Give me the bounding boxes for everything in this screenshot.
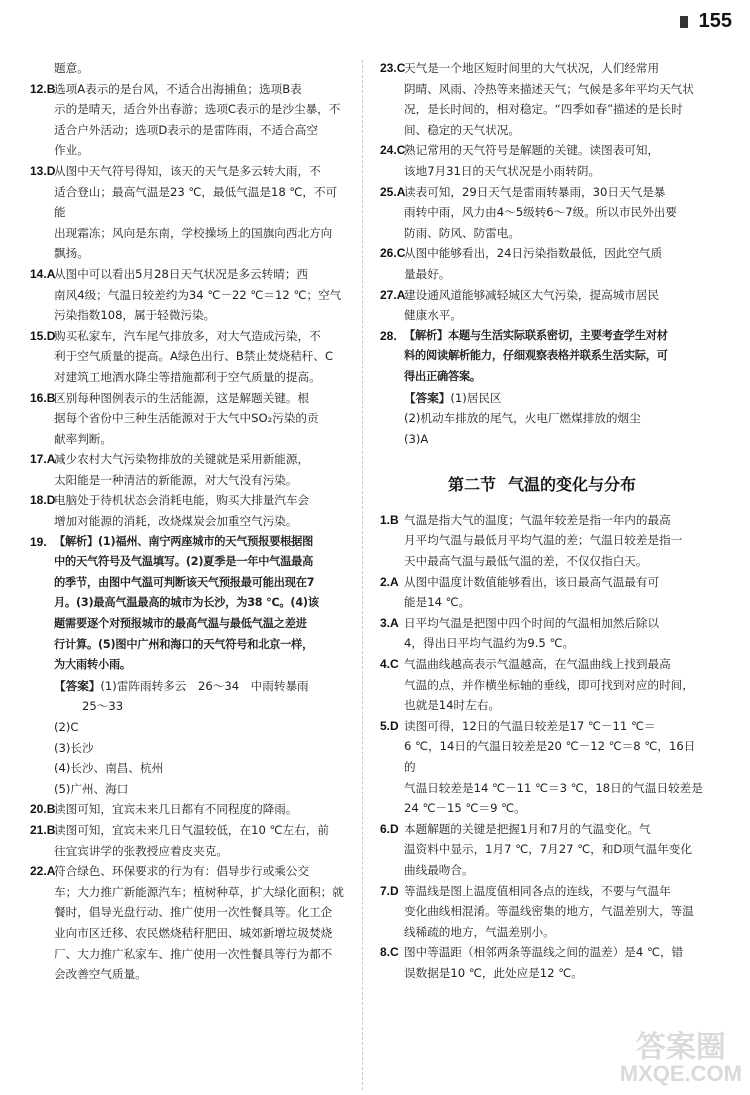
answer-text-line: 购买私家车，汽车尾气排放多，对大气造成污染，不 bbox=[54, 328, 321, 343]
answer-text-line: 厂、大力推广私家车、推广使用一次性餐具等行为都不 bbox=[54, 946, 333, 961]
answer-line: (3)A bbox=[404, 431, 429, 446]
answer-text-line: 从图中温度计数值能够看出，该日最高气温最有可 bbox=[404, 574, 660, 589]
answer-letter: D bbox=[390, 883, 399, 898]
answer-item bbox=[380, 243, 704, 284]
question-number: 21.B bbox=[30, 822, 56, 837]
answer-letter: D bbox=[46, 328, 56, 343]
answer-letter: A bbox=[46, 452, 56, 467]
question-number: 8.C bbox=[380, 945, 399, 960]
question-number: 18.D bbox=[30, 493, 56, 508]
answer-text-line: 月平均气温与最低月平均气温的差；气温日较差是指一 bbox=[404, 533, 683, 548]
answer-text-line: 南风4级；气温日较差约为34 ℃－22 ℃＝12 ℃；空气 bbox=[54, 287, 342, 302]
answer-letter: A bbox=[396, 287, 406, 302]
analysis-line: 中的天气符号及气温填写。(2)夏季是一年中气温最高 bbox=[54, 555, 314, 569]
analysis-line: 为大雨转小雨。 bbox=[54, 658, 131, 672]
answer-text-line: 从图中能够看出，24日污染指数最低，因此空气质 bbox=[404, 246, 663, 261]
answer-text-line: 气温日较差是14 ℃－11 ℃＝3 ℃，18日的气温日较差是 bbox=[404, 780, 703, 795]
answer-item bbox=[380, 654, 704, 716]
question-number: 2.A bbox=[380, 574, 399, 589]
answer-item bbox=[30, 490, 348, 531]
answer-text-line: 况，是长时间的，相对稳定。“四季如春”描述的是长时 bbox=[404, 102, 683, 117]
answer-text-line: 利于空气质量的提高。A绿色出行、B禁止焚烧秸秆、C bbox=[54, 349, 334, 364]
answer-text-line: 能是14 ℃。 bbox=[404, 595, 471, 610]
answer-text-line: 曲线最吻合。 bbox=[404, 862, 474, 877]
answer-item bbox=[380, 881, 704, 943]
answer-item bbox=[380, 58, 704, 140]
answer-line: (2)C bbox=[54, 720, 79, 734]
answer-letter: B bbox=[46, 822, 56, 837]
answer-text-line: 气温曲线越高表示气温越高，在气温曲线上找到最高 bbox=[404, 657, 671, 672]
answer-item bbox=[380, 285, 704, 326]
answer-text-line: 等温线是图上温度值相同各点的连线，不要与气温年 bbox=[404, 883, 671, 898]
question-number: 16.B bbox=[30, 390, 56, 405]
answer-text-line: 变化曲线相混淆。等温线密集的地方，气温差别大，等温 bbox=[404, 904, 694, 919]
answer-letter: C bbox=[396, 143, 406, 158]
question-number: 25.A bbox=[380, 184, 406, 199]
answer-text-line: 适合户外活动；选项D表示的是雷阵雨，不适合高空 bbox=[54, 122, 318, 137]
answer-letter: C bbox=[396, 61, 406, 75]
answer-item bbox=[30, 820, 348, 861]
answer-text-line: 雨转中雨，风力由4～5级转6～7级。所以市民外出要 bbox=[404, 205, 677, 220]
answer-text-line: 读表可知，29日天气是雷雨转暴雨，30日天气是暴 bbox=[404, 184, 666, 199]
answer-letter: B bbox=[390, 512, 399, 527]
question-number: 27.A bbox=[380, 287, 406, 302]
answer-text-line: 污染指数108，属于轻微污染。 bbox=[54, 308, 216, 323]
answer-letter: D bbox=[390, 718, 399, 733]
answer-text-line: 日平均气温是把图中四个时间的气温相加然后除以 bbox=[404, 615, 660, 630]
question-number: 28. bbox=[380, 328, 397, 343]
question-number: 19. bbox=[30, 534, 47, 549]
column-divider bbox=[362, 60, 363, 1090]
analysis-line: 的季节，由图中气温可判断该天气预报最可能出现在7 bbox=[54, 575, 315, 589]
answer-letter: B bbox=[46, 802, 56, 817]
left-column bbox=[30, 58, 348, 985]
answer-text-line: 误数据是10 ℃，此处应是12 ℃。 bbox=[404, 965, 583, 980]
answer-letter: B bbox=[46, 81, 56, 96]
question-number: 15.D bbox=[30, 328, 56, 343]
section-number: 第二节 bbox=[447, 475, 496, 495]
answer-text-line: 读图可得，12日的气温日较差是17 ℃－11 ℃＝ bbox=[404, 718, 656, 733]
answer-item bbox=[380, 613, 704, 654]
answer-text-line: 也就是14时左右。 bbox=[404, 698, 500, 713]
watermark-url: MXQE.COM bbox=[619, 1061, 742, 1086]
answer-text-line: 线稀疏的地方，气温差别小。 bbox=[404, 924, 555, 939]
answer-text-line: 天中最高气温与最低气温的差，不仅仅指白天。 bbox=[404, 554, 648, 569]
answer-text-line: 本题解题的关键是把握1月和7月的气温变化。气 bbox=[404, 821, 651, 836]
answer-text-line: 符合绿色、环保要求的行为有：倡导步行或乘公交 bbox=[54, 864, 310, 879]
answer-text-line: 示的是晴天，适合外出春游；选项C表示的是沙尘暴，不 bbox=[54, 102, 341, 117]
watermark-logo bbox=[619, 1031, 742, 1087]
answer-line: (2)机动车排放的尾气，火电厂燃煤排放的烟尘 bbox=[404, 411, 641, 426]
page-number: 155 bbox=[698, 10, 732, 32]
answer-text-line: 往宜宾讲学的张教授应着皮夹克。 bbox=[54, 843, 228, 858]
answer-letter: A bbox=[46, 266, 56, 281]
answer-item bbox=[30, 264, 348, 326]
answer-item bbox=[30, 326, 348, 388]
answer-tag: 【答案】 bbox=[404, 390, 451, 405]
answer-letter: B bbox=[46, 390, 56, 405]
question-19 bbox=[30, 532, 348, 800]
question-number: 20.B bbox=[30, 802, 56, 817]
answer-text-line: 餐时，倡导光盘行动、推广使用一次性餐具等。化工企 bbox=[54, 905, 333, 920]
answer-text-line: 据每个省份中三种生活能源对于大气中SO₂污染的贡 bbox=[54, 411, 319, 426]
question-number: 14.A bbox=[30, 266, 56, 281]
question-28 bbox=[380, 326, 704, 450]
answer-letter: D bbox=[46, 493, 56, 508]
answer-letter: A bbox=[396, 184, 406, 199]
answer-item bbox=[380, 942, 704, 983]
answer-letter: A bbox=[390, 574, 399, 589]
answer-text-line: 气温是指大气的温度；气温年较差是指一年内的最高 bbox=[404, 512, 671, 527]
answer-item bbox=[30, 79, 348, 161]
analysis-tag: 【解析】 bbox=[404, 328, 448, 342]
answer-letter: D bbox=[390, 821, 399, 836]
answer-line: 25～33 bbox=[82, 699, 124, 714]
answer-text-line: 间、稳定的天气状况。 bbox=[404, 122, 520, 137]
answer-item bbox=[380, 140, 704, 181]
answer-letter: A bbox=[390, 615, 399, 630]
analysis-line: (1)福州、南宁两座城市的天气预报要根据图 bbox=[97, 534, 314, 548]
answer-text-line: 阴晴、风雨、冷热等来描述天气；气候是多年平均天气状 bbox=[404, 81, 694, 96]
answer-text-line: 从图中可以看出5月28日天气状况是多云转晴；西 bbox=[54, 266, 309, 281]
answer-text-line: 6 ℃，14日的气温日较差是20 ℃－12 ℃＝8 ℃，16日的 bbox=[404, 739, 696, 774]
section-name: 气温的变化与分布 bbox=[508, 475, 637, 495]
answer-text-line: 作业。 bbox=[54, 143, 89, 158]
answer-text-line: 出现霜冻；风向是东南，学校操场上的国旗向西北方向 bbox=[54, 225, 333, 240]
answer-line: (1)雷阵雨转多云 26～34 中雨转暴雨 bbox=[100, 678, 309, 693]
answer-text-line: 熟记常用的天气符号是解题的关键。读图表可知， bbox=[404, 143, 660, 158]
answer-text-line: 量最好。 bbox=[404, 266, 451, 281]
analysis-line: 料的阅读解析能力，仔细观察表格并联系生活实际，可 bbox=[404, 349, 668, 363]
answer-text-line: 车；大力推广新能源汽车；植树种草，扩大绿化面积；就 bbox=[54, 884, 344, 899]
analysis-line: 本题与生活实际联系密切，主要考查学生对材 bbox=[447, 328, 668, 342]
answer-item bbox=[30, 449, 348, 490]
answer-text-line: 图中等温距（相邻两条等温线之间的温差）是4 ℃，错 bbox=[404, 945, 684, 960]
answer-letter: D bbox=[46, 163, 56, 178]
answer-text-line: 选项A表示的是台风，不适合出海捕鱼；选项B表 bbox=[54, 81, 302, 96]
answer-item bbox=[380, 510, 704, 572]
answer-text-line: 天气是一个地区短时间里的大气状况，人们经常用 bbox=[404, 61, 660, 75]
answer-item bbox=[380, 182, 704, 244]
question-number: 17.A bbox=[30, 452, 56, 467]
answer-text-line: 献率判断。 bbox=[54, 431, 112, 446]
answer-text-line: 4，得出日平均气温约为9.5 ℃。 bbox=[404, 636, 575, 651]
answer-text-line: 区别每种图例表示的生活能源，这是解题关键。根 bbox=[54, 390, 310, 405]
answer-text-line: 适合登山；最高气温是23 ℃，最低气温是18 ℃，不可能 bbox=[54, 184, 338, 220]
answer-line: (5)广州、海口 bbox=[54, 781, 129, 796]
page-marker bbox=[680, 16, 688, 28]
question-number: 13.D bbox=[30, 163, 56, 178]
question-number: 3.A bbox=[380, 615, 399, 630]
answer-item bbox=[380, 819, 704, 881]
answer-line: (3)长沙 bbox=[54, 740, 94, 755]
watermark-text: 答案圈 bbox=[635, 1031, 726, 1064]
answer-letter: C bbox=[390, 945, 399, 960]
answer-text-line: 建设通风道能够减轻城区大气污染，提高城市居民 bbox=[404, 287, 660, 302]
answer-text-line: 太阳能是一种清洁的新能源，对大气没有污染。 bbox=[54, 472, 298, 487]
answer-text-line: 电脑处于待机状态会消耗电能，购买大排量汽车会 bbox=[54, 493, 310, 508]
question-number: 26.C bbox=[380, 246, 406, 261]
answer-text-line: 读图可知，宜宾未来几日都有不同程度的降雨。 bbox=[54, 802, 298, 817]
answer-text-line: 增加对能源的消耗，改烧煤炭会加重空气污染。 bbox=[54, 514, 298, 529]
question-number: 7.D bbox=[380, 883, 399, 898]
answer-line: (4)长沙、南昌、杭州 bbox=[54, 761, 164, 776]
answer-letter: C bbox=[396, 246, 406, 261]
answer-item bbox=[380, 716, 704, 819]
answer-text-line: 防雨、防风、防雷电。 bbox=[404, 225, 520, 240]
section-title bbox=[380, 475, 704, 496]
analysis-tag: 【解析】 bbox=[54, 534, 98, 548]
answer-text-line: 温资料中显示，1月7 ℃，7月27 ℃，和D项气温年变化 bbox=[404, 842, 692, 857]
question-number: 23.C bbox=[380, 61, 406, 75]
answer-item bbox=[30, 799, 348, 820]
question-number: 4.C bbox=[380, 657, 399, 672]
question-number: 24.C bbox=[380, 143, 406, 158]
question-number: 12.B bbox=[30, 81, 56, 96]
right-column bbox=[380, 58, 704, 984]
answer-text-line: 气温的点，并作横坐标轴的垂线，即可找到对应的时间， bbox=[404, 677, 694, 692]
answer-item bbox=[30, 388, 348, 450]
answer-tag: 【答案】 bbox=[54, 678, 101, 693]
analysis-line: 得出正确答案。 bbox=[404, 369, 481, 383]
answer-line: (1)居民区 bbox=[450, 390, 502, 405]
question-number: 6.D bbox=[380, 821, 399, 836]
answer-text-line: 飘扬。 bbox=[54, 246, 89, 261]
answer-item bbox=[30, 161, 348, 264]
analysis-line: 题需要逐个对预报城市的最高气温与最低气温之差进 bbox=[54, 617, 307, 631]
analysis-line: 行计算。(5)图中广州和海口的天气符号和北京一样， bbox=[54, 637, 314, 651]
analysis-line: 月。(3)最高气温最高的城市为长沙，为38 ℃。(4)该 bbox=[54, 596, 319, 610]
answer-text-line: 健康水平。 bbox=[404, 308, 462, 323]
answer-text-line: 业向市区迁移、农民燃烧秸秆肥田、城郊新增垃圾焚烧 bbox=[54, 925, 333, 940]
answer-text-line: 该地7月31日的天气状况是小雨转阴。 bbox=[404, 163, 601, 178]
intro-text: 题意。 bbox=[54, 61, 89, 75]
question-number: 5.D bbox=[380, 718, 399, 733]
answer-text-line: 从图中天气符号得知，该天的天气是多云转大雨，不 bbox=[54, 163, 321, 178]
answer-text-line: 对建筑工地洒水降尘等措施都利于空气质量的提高。 bbox=[54, 369, 321, 384]
question-number: 1.B bbox=[380, 512, 399, 527]
answer-letter: C bbox=[390, 657, 399, 672]
answer-text-line: 读图可知，宜宾未来几日气温较低，在10 ℃左右，前 bbox=[54, 822, 329, 837]
answer-letter: A bbox=[46, 864, 56, 879]
answer-text-line: 会改善空气质量。 bbox=[54, 967, 147, 982]
answer-item bbox=[30, 861, 348, 985]
answer-item bbox=[380, 572, 704, 613]
question-number: 22.A bbox=[30, 864, 56, 879]
answer-text-line: 24 ℃－15 ℃＝9 ℃。 bbox=[404, 801, 526, 816]
answer-text-line: 减少农村大气污染物排放的关键就是采用新能源， bbox=[54, 452, 310, 467]
